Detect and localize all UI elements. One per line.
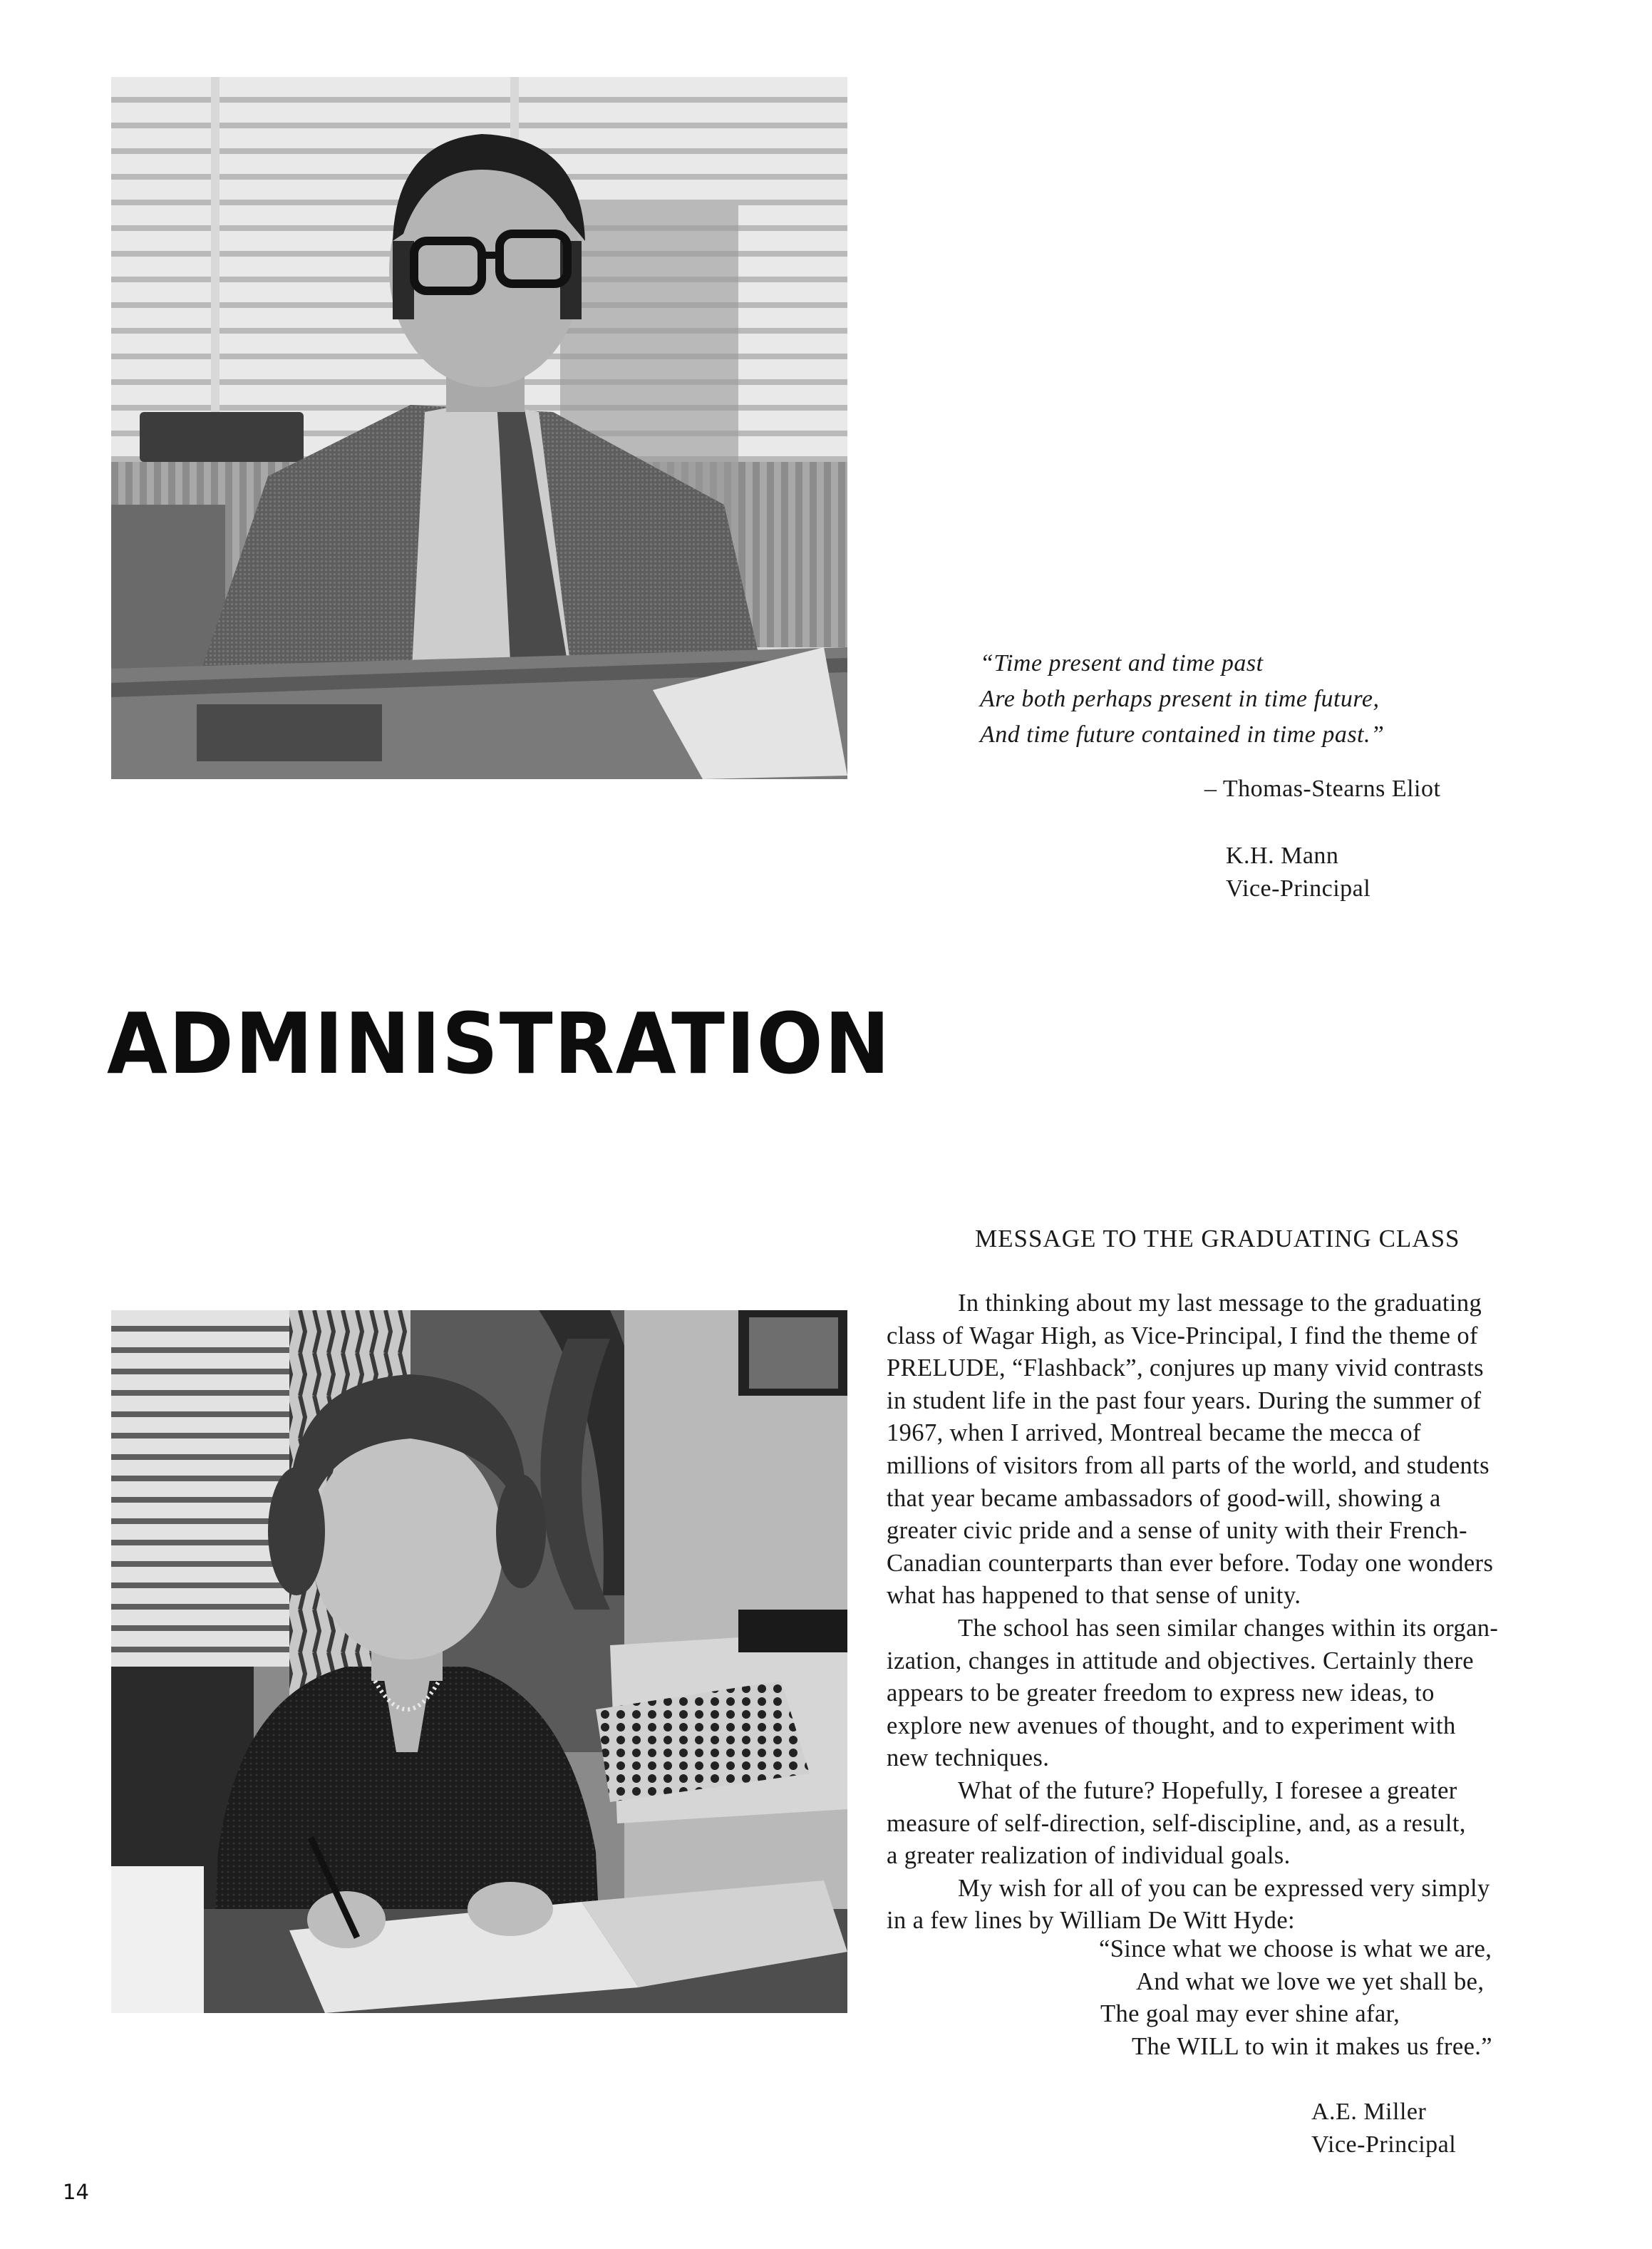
signer-name: A.E. Miller: [1311, 2099, 1427, 2125]
body-line: My wish for all of you can be expressed very simply: [958, 1874, 1490, 1902]
signer-title: Vice-Principal: [1311, 2131, 1457, 2158]
quote-attribution: – Thomas-Stearns Eliot: [1204, 776, 1441, 802]
quote-line: Are both perhaps present in time future,: [980, 686, 1380, 712]
body-line: Canadian counterparts than ever before. Today one wonders: [887, 1549, 1494, 1577]
body-line: The school has seen similar changes within its organ-: [958, 1614, 1499, 1642]
poem-line: And what we love we yet shall be,: [1136, 1967, 1485, 1995]
mann-signature: [1226, 840, 1370, 905]
body-line: millions of visitors from all parts of the world, and students: [887, 1451, 1490, 1479]
body-line: in a few lines by William De Witt Hyde:: [887, 1907, 1296, 1935]
body-line: that year became ambassadors of good-will, showing a: [887, 1484, 1441, 1512]
vice-principal-mann-photo: [111, 77, 847, 779]
body-line: measure of self-direction, self-discipline, and, as a result,: [887, 1809, 1466, 1837]
vice-principal-miller-photo: [111, 1310, 847, 2013]
body-line: new techniques.: [887, 1744, 1050, 1772]
poem-line: The WILL to win it makes us free.”: [1132, 2032, 1493, 2060]
body-line: greater civic pride and a sense of unity with their French-: [887, 1517, 1467, 1545]
signer-name: K.H. Mann: [1226, 843, 1339, 869]
eliot-quote: [980, 646, 1550, 753]
body-line: explore new avenues of thought, and to experiment with: [887, 1712, 1456, 1739]
signer-title: Vice-Principal: [1226, 875, 1371, 902]
poem-line: “Since what we choose is what we are,: [1099, 1935, 1492, 1962]
miller-signature: [1311, 2096, 1456, 2161]
body-line: a greater realization of individual goals.: [887, 1842, 1291, 1870]
poem-line: The goal may ever shine afar,: [1100, 2000, 1400, 2028]
quote-line: “Time present and time past: [980, 650, 1264, 676]
quote-line: And time future contained in time past.”: [980, 721, 1385, 748]
message-title: MESSAGE TO THE GRADUATING CLASS: [975, 1225, 1460, 1252]
hyde-poem: [887, 1933, 1492, 2063]
body-line: what has happened to that sense of unity.: [887, 1582, 1301, 1610]
page-title: ADMINISTRATION: [107, 994, 892, 1093]
body-line: class of Wagar High, as Vice-Principal, I find the theme of: [887, 1322, 1478, 1349]
body-line: PRELUDE, “Flashback”, conjures up many vivid contrasts: [887, 1354, 1484, 1382]
body-line: What of the future? Hopefully, I foresee a greater: [958, 1776, 1457, 1804]
page-number: 14: [63, 2180, 89, 2204]
body-line: ization, changes in attitude and objectives. Certainly there: [887, 1647, 1474, 1674]
body-line: appears to be greater freedom to express new ideas, to: [887, 1679, 1435, 1707]
body-line: In thinking about my last message to the graduating: [958, 1290, 1482, 1317]
message-body: [887, 1287, 1571, 1937]
body-line: 1967, when I arrived, Montreal became the mecca of: [887, 1419, 1421, 1447]
body-line: in student life in the past four years. During the summer of: [887, 1386, 1482, 1414]
